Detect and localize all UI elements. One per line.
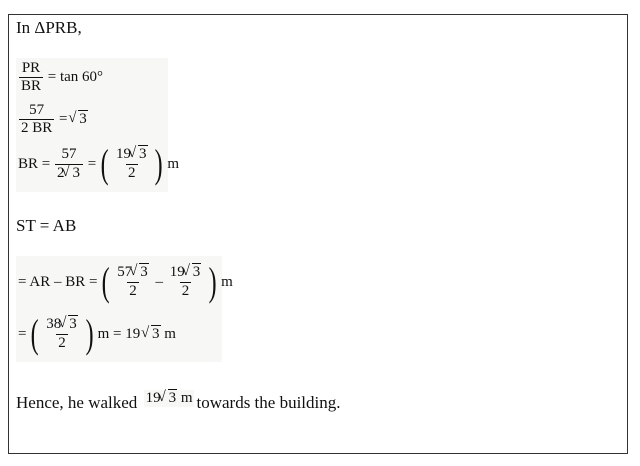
- eq4-unit: m: [221, 273, 233, 290]
- eq3-num2-coef: 19: [116, 146, 132, 163]
- eq1-denominator: BR: [21, 78, 42, 95]
- eq3-den-coef: 2: [56, 164, 65, 181]
- eq1-rhs: = tan 60°: [47, 69, 104, 86]
- conclusion-sqrt: [161, 390, 178, 407]
- right-paren: ): [154, 141, 163, 186]
- equation-2: [18, 102, 88, 138]
- eq3-lhs: BR =: [18, 155, 51, 172]
- conclusion-line: [16, 390, 341, 413]
- conclusion-radicand: 3: [168, 390, 177, 406]
- eq3-equals: =: [87, 155, 97, 172]
- eq3-den2: 2: [128, 164, 136, 181]
- eq4-a-coef: 57: [117, 264, 133, 281]
- equation-5: [18, 311, 176, 356]
- eq5-den: 2: [58, 334, 66, 351]
- fraction-57-2br: [19, 102, 54, 138]
- eq3-numerator: 57: [61, 146, 77, 163]
- right-paren: ): [85, 311, 94, 356]
- eq2-equals: =: [59, 111, 68, 128]
- fraction-pr-br: [19, 60, 43, 96]
- conclusion-math: [144, 390, 195, 407]
- fraction-57root3-2: [115, 264, 151, 300]
- fraction-19root3-2: [114, 146, 150, 182]
- intro-line: [16, 18, 82, 38]
- eq2-radicand: 3: [79, 111, 87, 128]
- st-line: ST = AB: [16, 216, 77, 235]
- eq4-a-radicand: 3: [140, 264, 148, 281]
- eq4-a-num: [115, 264, 151, 281]
- equation-1: [18, 60, 103, 96]
- conclusion-before: Hence, he walked: [16, 393, 138, 412]
- fraction-38root3-2: [44, 316, 80, 352]
- conclusion-after: towards the building.: [196, 393, 341, 412]
- eq4-a-sqrt: [132, 264, 149, 281]
- eq5-rhs: m = 19: [97, 325, 141, 342]
- eq3-num2: [114, 146, 150, 163]
- eq5-coef: 38: [46, 316, 62, 333]
- eq5-num: [44, 316, 80, 333]
- eq3-denominator: [55, 164, 83, 182]
- intro-prefix: In: [16, 18, 35, 37]
- eq1-numerator: PR: [21, 60, 41, 76]
- eq4-b-sqrt: [185, 264, 202, 281]
- left-paren: (: [100, 141, 109, 186]
- left-paren: (: [30, 311, 39, 356]
- conclusion-unit: m: [180, 390, 193, 406]
- eq5-sqrt2: [144, 326, 161, 343]
- fraction-19root3-2: [168, 264, 204, 300]
- right-paren: ): [208, 259, 217, 304]
- eq3-num2-sqrt: [131, 146, 148, 163]
- eq5-equals: =: [18, 325, 27, 342]
- eq4-b-den: 2: [181, 282, 190, 299]
- eq3-num2-radicand: 3: [139, 146, 147, 163]
- eq3-unit: m: [167, 155, 180, 172]
- eq2-sqrt: [71, 111, 88, 128]
- eq5-unit: m: [164, 325, 176, 342]
- eq2-denominator: 2 BR: [21, 120, 53, 137]
- eq4-lhs: = AR – BR =: [18, 273, 98, 290]
- eq3-den-radicand: 3: [72, 164, 80, 181]
- eq4-b-radicand: 3: [192, 264, 201, 281]
- eq5-sqrt: [61, 316, 78, 333]
- eq4-minus: –: [155, 273, 164, 290]
- fraction-57-2root3: [55, 146, 83, 182]
- eq3-den-sqrt: [64, 165, 81, 182]
- eq5-radicand: 3: [69, 316, 77, 333]
- conclusion-coef: 19: [145, 390, 161, 406]
- eq5-radicand2: 3: [152, 325, 160, 342]
- eq2-numerator: 57: [29, 102, 45, 118]
- eq4-b-coef: 19: [169, 264, 185, 281]
- eq4-a-den: 2: [129, 282, 137, 299]
- equation-4: [18, 259, 233, 304]
- triangle-label: ΔPRB,: [34, 18, 82, 37]
- equation-3: [18, 141, 180, 186]
- eq4-b-num: [168, 264, 204, 281]
- left-paren: (: [101, 259, 110, 304]
